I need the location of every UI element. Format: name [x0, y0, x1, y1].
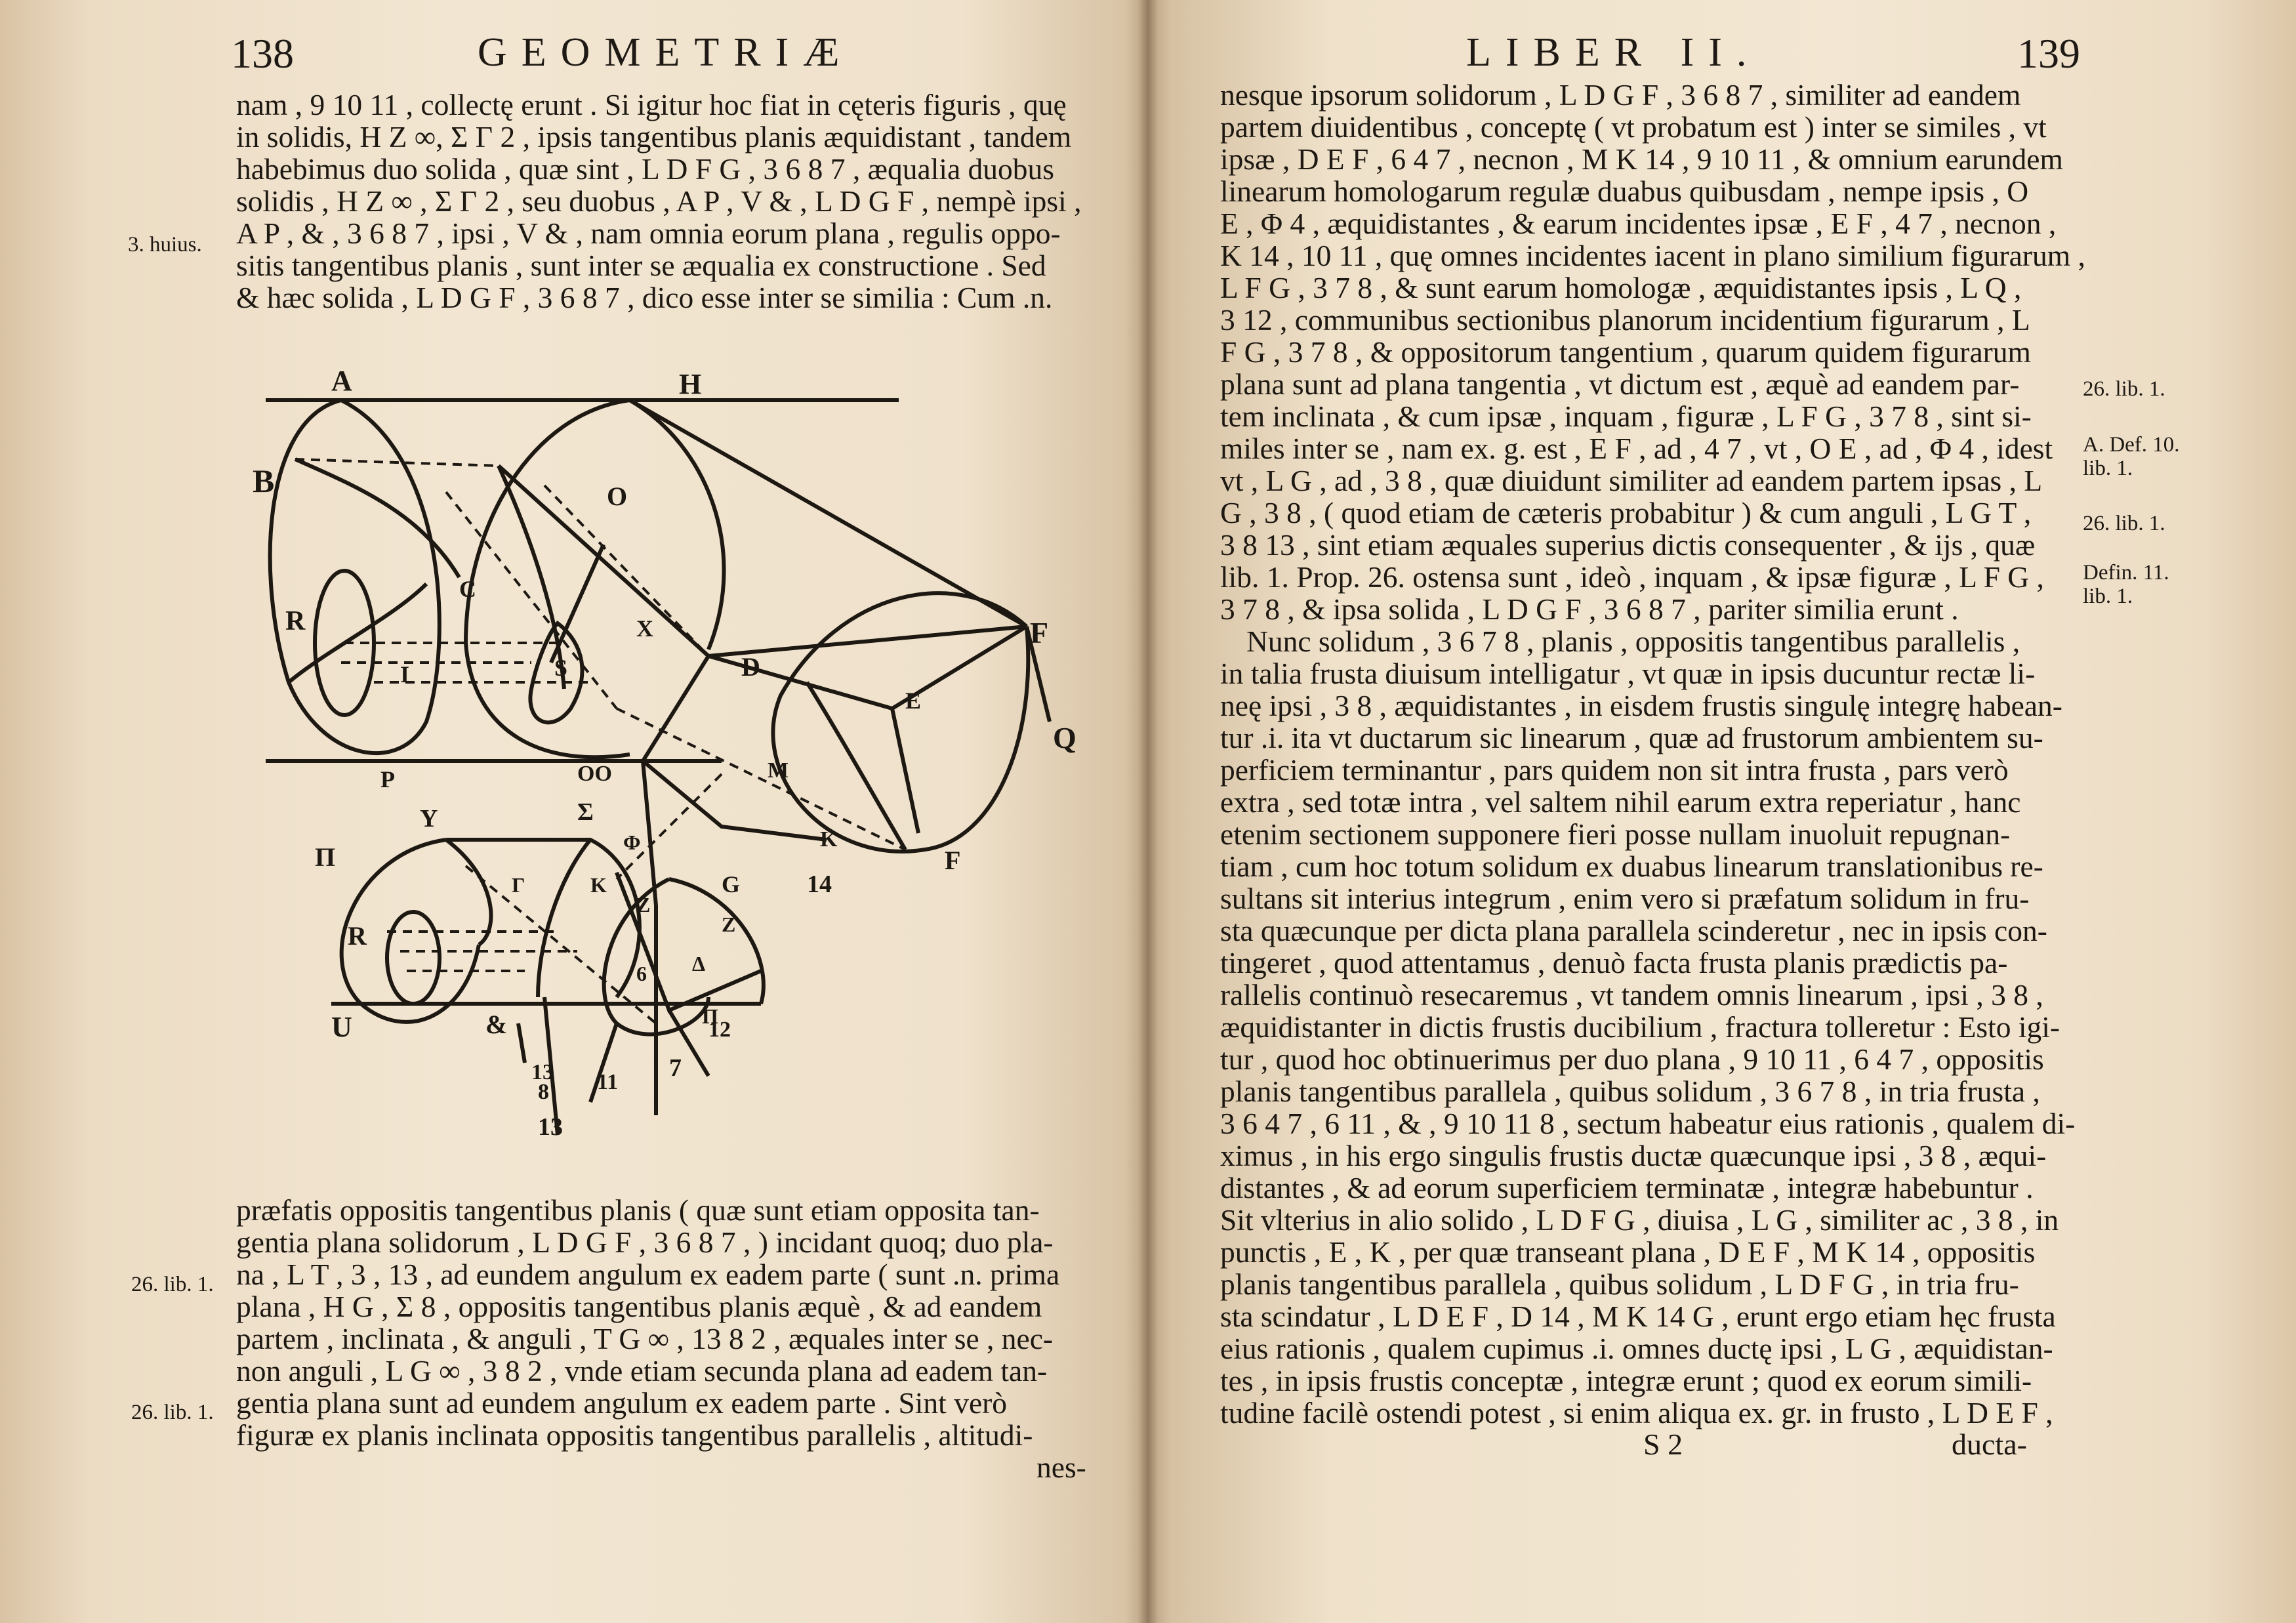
margin-note: 3. huius. [128, 233, 202, 257]
text-line: 3 8 13 , sint etiam æquales superius dictis consequenter , & ijs , quæ [1220, 528, 2036, 562]
text-line: habebimus duo solida , quæ sint , L D F G , 3 6 8 7 , æqualia duobus [236, 152, 1055, 186]
figure-label: M [768, 758, 789, 783]
text-line: ximus , in his ergo singulis frustis ductæ quæcunque ipsi , 3 8 , æqui- [1220, 1139, 2047, 1172]
text-line: E , Φ 4 , æquidistantes , & earum incidentes ipsæ , E F , 4 7 , necnon , [1220, 207, 2057, 240]
running-head-left: GEOMETRIÆ [478, 30, 854, 75]
figure-label: B [253, 462, 275, 499]
page-number-left: 138 [231, 30, 294, 77]
figure-label: Γ [512, 873, 525, 897]
margin-note: 26. lib. 1. [131, 1273, 214, 1296]
text-line: in talia frusta diuisum intelligatur , vt quæ in ipsis ducuntur rectæ li- [1220, 657, 2036, 690]
figure-label: E [905, 688, 922, 714]
text-line: tes , in ipsis frustis conceptæ , integræ erunt ; quod ex eorum simili- [1220, 1364, 2032, 1397]
geometry-figure [249, 367, 1082, 1155]
text-line: perficiem terminantur , pars quidem non sit intra frusta , pars verò [1220, 753, 2009, 787]
figure-label: P [380, 766, 395, 792]
text-line: partem diuidentibus , conceptę ( vt probatum est ) inter se similes , vt [1220, 110, 2047, 144]
figure-label: Π [702, 1004, 718, 1028]
text-line: in solidis, H Z ∞, Σ Γ 2 , ipsis tangentibus planis æquidistant , tandem [236, 120, 1072, 154]
text-line: plana , H G , Σ 8 , oppositis tangentibus planis æquè , & ad eandem [236, 1290, 1042, 1323]
text-line: A P , & , 3 6 8 7 , ipsi , V & , nam omnia eorum plana , regulis oppo- [236, 216, 1061, 250]
figure-label: Q [1053, 721, 1076, 754]
text-line: F G , 3 7 8 , & oppositorum tangentium , quarum quidem figurarum [1220, 335, 2031, 369]
text-line: punctis , E , K , per quæ transeant plana , D E F , M K 14 , oppositis [1220, 1235, 2036, 1269]
text-line: sultans sit interius integrum , enim vero si præfatum solidum in fru- [1220, 882, 2030, 915]
text-line: sta scindatur , L D E F , D 14 , M K 14 G , erunt ergo etiam hęc frusta [1220, 1300, 2056, 1333]
text-line: sitis tangentibus planis , sunt inter se æqualia ex constructione . Sed [236, 249, 1046, 282]
running-head-right: LIBER II. [1466, 30, 1761, 75]
text-line: neę ipsi , 3 8 , æquidistantes , in eisdem frustis singulę integrę habean- [1220, 689, 2062, 722]
text-line: plana sunt ad plana tangentia , vt dictum est , æquè ad eandem par- [1220, 367, 2020, 401]
text-line: planis tangentibus parallela , quibus solidum , 3 6 7 8 , in tria frusta , [1220, 1075, 2040, 1108]
text-line: partem , inclinata , & anguli , T G ∞ , 13 8 2 , æquales inter se , nec- [236, 1322, 1054, 1355]
text-line: lib. 1. Prop. 26. ostensa sunt , ideò , inquam , & ipsæ figuræ , L F G , [1220, 560, 2044, 594]
figure-label: Π [315, 842, 336, 872]
text-line: æquidistanter in dictis frustis ducibilium , fractura tolleretur : Esto igi- [1220, 1010, 2060, 1044]
text-line: L F G , 3 7 8 , & sunt earum homologæ , æquidistantes ipsis , L Q , [1220, 271, 2022, 304]
margin-note: 26. lib. 1. [2083, 377, 2165, 401]
text-line: linearum homologarum regulæ duabus quibusdam , nempe ipsis , O [1220, 175, 2029, 208]
figure-label: Y [420, 805, 438, 832]
signature-mark: S 2 [1643, 1428, 1683, 1461]
text-line: tudine facilè ostendi potest , si enim aliqua ex. gr. in frusto , L D E F , [1220, 1396, 2053, 1429]
figure-label: G [722, 871, 741, 897]
figure-label: Z [636, 893, 651, 916]
figure-label: 13 [538, 1113, 563, 1141]
text-line: gentia plana sunt ad eundem angulum ex eadem parte . Sint verò [236, 1386, 1008, 1420]
left-text-top [236, 89, 1089, 314]
figure-label: Φ [623, 831, 641, 854]
figure-label: 12 [708, 1017, 731, 1042]
figure-label: 8 [538, 1080, 549, 1104]
left-text-bottom [236, 1194, 1089, 1483]
text-line: eius rationis , qualem cupimus .i. omnes ductę ipsi , L G , æquidistan- [1220, 1332, 2053, 1365]
text-line: tingeret , quod attentamus , denuò facta frusta planis prædictis pa- [1220, 946, 2008, 979]
margin-note: 26. lib. 1. [2083, 512, 2165, 535]
text-line: figuræ ex planis inclinata oppositis tangentibus parallelis , altitudi- [236, 1418, 1033, 1452]
figure-label: R [348, 921, 367, 951]
figure-label: 7 [669, 1054, 682, 1082]
catchword: nes- [1036, 1450, 1086, 1484]
figure-label: 13 [531, 1060, 554, 1084]
margin-note: lib. 1. [2083, 585, 2133, 608]
text-line: tur , quod hoc obtinuerimus per duo plana , 9 10 11 , 6 4 7 , oppositis [1220, 1042, 2044, 1076]
margin-note: A. Def. 10. [2083, 433, 2180, 457]
text-line: ipsæ , D E F , 6 4 7 , necnon , M K 14 , 9 10 11 , & omnium earundem [1220, 142, 2063, 176]
text-line: vt , L G , ad , 3 8 , quæ diuidunt similiter ad eandem partem ipsas , L [1220, 464, 2043, 497]
figure-label: & [485, 1010, 508, 1039]
text-line: G , 3 8 , ( quod etiam de cæteris probabitur ) & cum anguli , L G T , [1220, 496, 2032, 529]
figure-label: Z [722, 913, 736, 936]
figure-label: S [554, 655, 568, 681]
text-line: Nunc solidum , 3 6 7 8 , planis , oppositis tangentibus parallelis , [1246, 625, 2020, 658]
figure-label: I [400, 661, 410, 688]
text-line: rallelis continuò resecaremus , vt tandem omnis linearum , ipsi , 3 8 , [1220, 978, 2043, 1012]
figure-label: R [285, 606, 306, 636]
text-line: præfatis oppositis tangentibus planis ( quæ sunt etiam opposita tan- [236, 1193, 1040, 1227]
text-line: 3 6 4 7 , 6 11 , & , 9 10 11 8 , sectum habeatur eius rationis , qualem di- [1220, 1107, 2076, 1140]
text-line: sta quæcunque per dicta plana parallela scinderetur , nec in ipsis con- [1220, 914, 2047, 947]
text-line: & hæc solida , L D G F , 3 6 8 7 , dico esse inter se similia : Cum .n. [236, 281, 1053, 314]
figure-label: X [636, 615, 653, 642]
figure-label: F [945, 846, 961, 875]
text-line: tem inclinata , & cum ipsæ , inquam , figuræ , L F G , 3 7 8 , sint si- [1220, 400, 2032, 433]
text-line: distantes , & ad eorum superficiem terminatæ , integræ habebuntur . [1220, 1171, 2034, 1204]
figure-label: Σ [577, 798, 594, 826]
text-line: 3 12 , communibus sectionibus planorum incidentium figurarum , L [1220, 303, 2030, 337]
text-line: nesque ipsorum solidorum , L D G F , 3 6 8 7 , similiter ad eandem [1220, 78, 2021, 112]
text-line: Sit vlterius in alio solido , L D F G , diuisa , L G , similiter ac , 3 8 , in [1220, 1203, 2059, 1237]
figure-label: A [331, 367, 352, 397]
figure-label: C [459, 576, 476, 602]
figure-label: Δ [692, 952, 706, 976]
page-number-right: 139 [2017, 30, 2080, 77]
text-line: extra , sed totæ intra , vel saltem nihil earum extra reperiatur , hanc [1220, 785, 2021, 819]
margin-note: Defin. 11. [2083, 561, 2169, 585]
figure-label: 11 [597, 1070, 619, 1094]
figure-label: H [679, 368, 702, 400]
text-line: non anguli , L G ∞ , 3 8 2 , vnde etiam secunda plana ad eadem tan- [236, 1354, 1048, 1387]
text-line: etenim sectionem supponere fieri posse nullam inuoluit repugnan- [1220, 817, 2011, 851]
right-page [1151, 0, 2296, 1623]
figure-label: F [1030, 616, 1049, 649]
figure-label: 6 [636, 962, 647, 985]
text-line: nam , 9 10 11 , collectę erunt . Si igitur hoc fiat in cęteris figuris , quę [236, 88, 1067, 121]
margin-note: lib. 1. [2083, 457, 2133, 480]
text-line: solidis , H Z ∞ , Σ Γ 2 , seu duobus , A P , V & , L D G F , nempè ipsi , [236, 184, 1082, 218]
text-line: K 14 , 10 11 , quę omnes incidentes iacent in plano similium figurarum , [1220, 239, 2085, 272]
figure-label: OO [577, 762, 612, 786]
text-line: gentia plana solidorum , L D G F , 3 6 8 7 , ) incidant quoq; duo pla- [236, 1225, 1054, 1259]
right-text [1220, 78, 2085, 1429]
figure-label: 14 [807, 871, 832, 898]
text-line: miles inter se , nam ex. g. est , E F , ad , 4 7 , vt , O E , ad , Φ 4 , idest [1220, 432, 2053, 465]
figure-label: K [820, 827, 838, 852]
text-line: tiam , cum hoc totum solidum ex duabus linearum translationibus re- [1220, 850, 2043, 883]
catchword: ducta- [1952, 1428, 2027, 1461]
figure-label: U [331, 1011, 352, 1043]
margin-note: 26. lib. 1. [131, 1401, 214, 1424]
figure-label: K [590, 873, 607, 897]
text-line: 3 7 8 , & ipsa solida , L D G F , 3 6 8 7 , pariter similia erunt . [1220, 592, 1959, 626]
text-line: tur .i. ita vt ductarum sic linearum , quæ ad frustorum ambientem su- [1220, 721, 2043, 754]
left-page [0, 0, 1145, 1623]
text-line: planis tangentibus parallela , quibus solidum , L D F G , in tria fru- [1220, 1267, 2019, 1301]
figure-label: O [607, 482, 628, 511]
text-line: na , L T , 3 , 13 , ad eundem angulum ex eadem parte ( sunt .n. prima [236, 1258, 1060, 1291]
figure-label: D [741, 652, 760, 682]
